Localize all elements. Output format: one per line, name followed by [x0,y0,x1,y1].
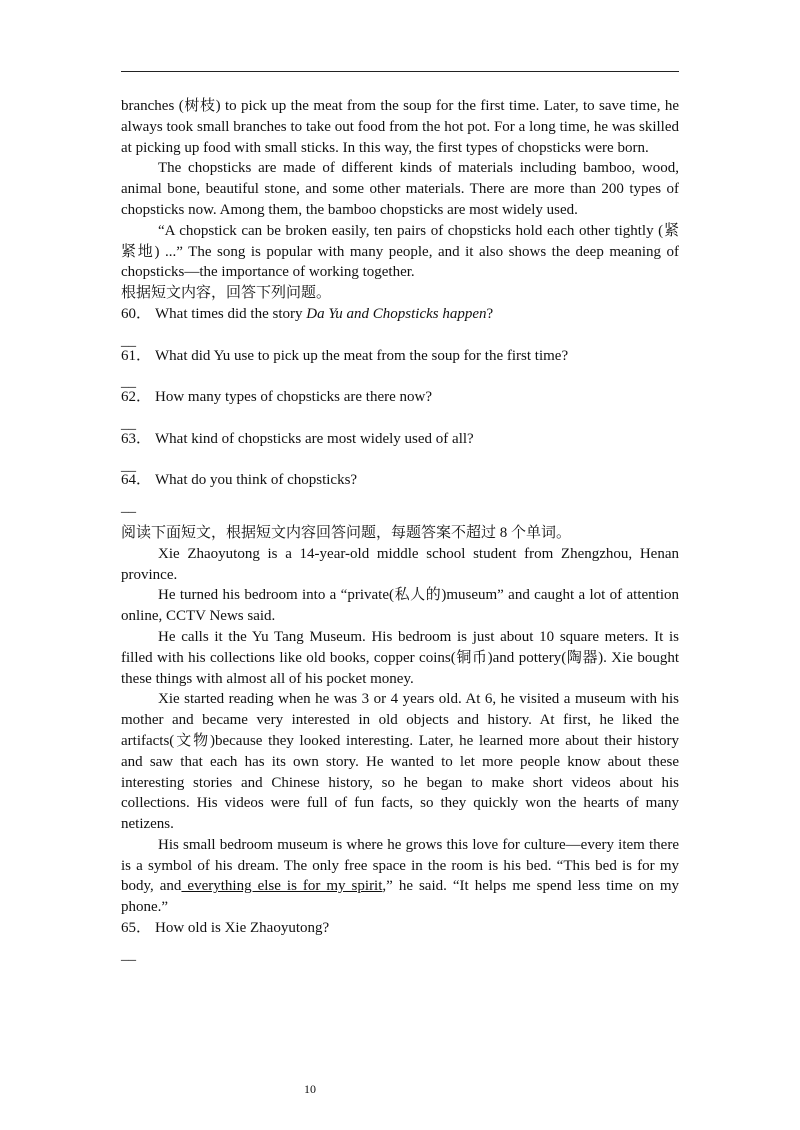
answer-line-60[interactable] [121,325,679,349]
question-60 [121,304,679,325]
question-62 [121,387,679,408]
question-61 [121,346,679,367]
answer-line-65[interactable] [121,939,679,963]
question-number: 63． [121,430,152,447]
question-number: 64． [121,472,152,489]
underlined-phrase: everything else is for my spirit [181,878,383,895]
passage1-instruction: 根据短文内容，回答下列问题。 [121,285,332,302]
paragraph-text: His small bedroom museum is where he grows this love for culture—every item there is a symbol of his dream. The only free space in the room is his bed. “This bed is for my body, and [121,836,679,895]
passage1-paragraph-2: The chopsticks are made of different kinds of materials including bamboo, wood, animal bone, beautiful stone, and some other materials. There are more than 200 types of chopsticks now. Among them, the bamboo chopsticks are most widely used. [121,160,679,218]
answer-blank: __ [121,499,136,516]
question-text: What times did the story [155,305,307,322]
passage1-paragraph-1: branches (树枝) to pick up the meat from the soup for the first time. Later, to save time, he always took small branches to take out food from the hot pot. For a long time, he was skilled at picking up food with small sticks. In this way, the first types of chopsticks were born. [121,98,679,156]
answer-blank: __ [121,415,136,432]
page-number: 10 [304,1082,316,1096]
answer-line-61[interactable] [121,366,679,391]
question-text-end: ? [486,305,494,322]
section-gap [121,512,679,523]
header-rule [121,71,679,72]
passage2-instruction: 阅读下面短文，根据短文内容回答问题，每题答案不超过 8 个单词。 [121,524,572,541]
answer-line-63[interactable] [121,450,679,474]
question-text: What did Yu use to pick up the meat from the soup for the first time? [155,347,569,364]
answer-blank: __ [121,946,136,963]
question-number: 62． [121,389,152,406]
question-64 [121,470,679,491]
question-text: What do you think of chopsticks? [155,472,358,489]
passage2-paragraph-5 [121,835,679,918]
question-text: How many types of chopsticks are there now? [155,389,433,406]
answer-line-62[interactable] [121,408,679,432]
passage2-paragraph-3: He calls it the Yu Tang Museum. His bedroom is just about 10 square meters. It is filled with his collections like old books, copper coins(铜币)and pottery(陶器). Xie bought these things with almost all of his pocket money. [121,628,679,687]
answer-blank: __ [121,332,136,349]
question-65 [121,918,679,939]
passage2-paragraph-2: He turned his bedroom into a “private(私人的)museum” and caught a lot of attention online, CCTV News said. [121,587,679,625]
answer-line-64[interactable] [121,491,679,516]
question-text: How old is Xie Zhaoyutong? [155,920,330,937]
question-text: What kind of chopsticks are most widely used of all? [155,430,474,447]
question-number: 60． [121,305,152,322]
answer-blank: __ [121,374,136,391]
question-number: 61． [121,347,152,364]
passage2-paragraph-1: Xie Zhaoyutong is a 14-year-old middle school student from Zhengzhou, Henan province. [121,545,679,583]
paragraph-text-end: ,” he said. “It helps me spend less time on my phone.” [121,878,680,916]
question-number: 65． [121,920,152,937]
answer-blank: __ [121,457,136,474]
question-title-italic: Da Yu and Chopsticks happen [306,305,487,322]
page-content [121,96,680,963]
question-63 [121,429,679,450]
passage2-paragraph-4: Xie started reading when he was 3 or 4 years old. At 6, he visited a museum with his mother and became very interested in old objects and history. At first, he liked the artifacts(文物)because they looked interesting. Later, he learned more about their history and saw that each has its own story. He wanted to let more people know about these interesting stories and Chinese history, so he began to make short videos about his collections. His videos were full of fun facts, so they quickly won the hearts of many netizens. [121,691,679,833]
passage1-paragraph-3: “A chopstick can be broken easily, ten pairs of chopsticks hold each other tightly (紧紧地) ...” The song is popular with many people, and it also shows the deep meaning of chopsticks—the importance of working together. [121,222,679,281]
